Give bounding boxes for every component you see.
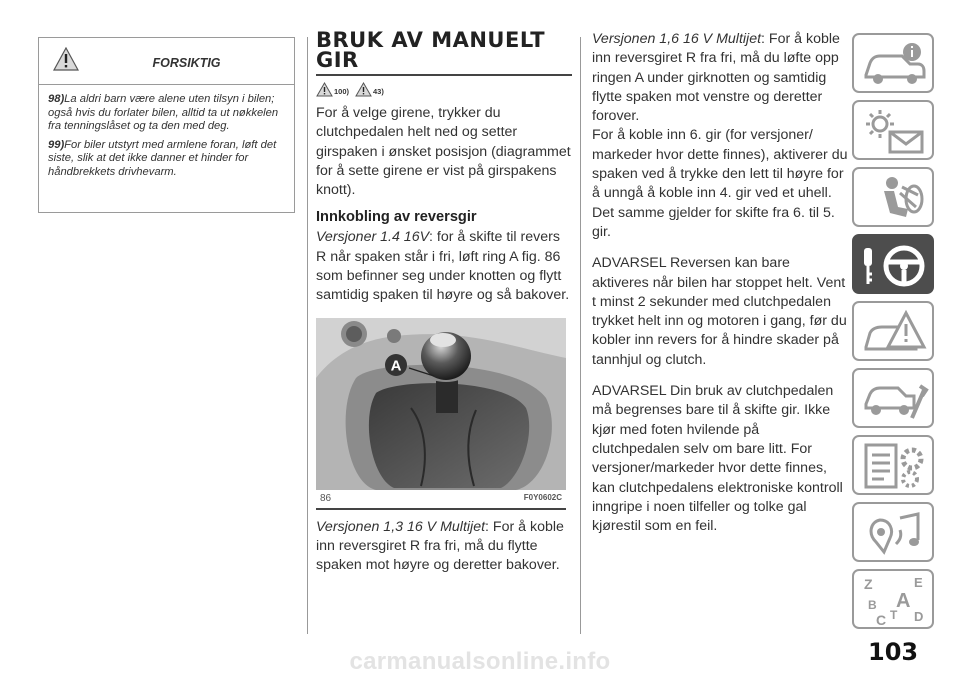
tab-index[interactable]: [852, 569, 934, 629]
figure-code: F0Y0602C: [523, 492, 562, 502]
clutch-advisory-paragraph: ADVARSEL Din bruk av clutchpedalen må begrenses bare til å skifte gir. Ikke kjør med foten hvilende på clutchpedalen selv om bare litt. For versjoner/markeder hvor dette finnes, kan clutchpedalens elektroniske kontroll inngripe i noen tilfeller og tolke gal kjørestil som en feil.: [592, 383, 843, 535]
right-column: [592, 30, 848, 536]
column-divider: [307, 37, 308, 634]
column-divider: [580, 37, 581, 634]
tab-technical-data[interactable]: [852, 435, 934, 495]
warning-item-number: 98): [48, 93, 65, 105]
page-number: 103: [868, 638, 919, 666]
intro-paragraph: For å velge girene, trykker du clutchpedalen helt ned og setter girspaken i ønsket posisjon (diagrammet for å sette girene er vist på girspakens knott).: [316, 105, 571, 199]
emergency-icon: [860, 307, 930, 359]
index-letter: A: [896, 590, 911, 612]
reverse-paragraph-2: [316, 518, 572, 576]
steering-wheel-key-icon: [860, 240, 930, 292]
tab-warning-lights[interactable]: [852, 100, 934, 160]
warning-item: [48, 139, 284, 180]
index-icon: [860, 575, 930, 627]
tab-car-info[interactable]: [852, 33, 934, 93]
watermark: carmanualsonline.info: [349, 648, 611, 675]
car-info-icon: [860, 39, 930, 91]
reverse-paragraph-3: [592, 30, 848, 126]
warning-item-number: 99): [48, 138, 65, 151]
tab-safety[interactable]: [852, 167, 934, 227]
paragraph-text: : For å koble inn reversgiret R fra fri, må du løfte opp ringen A under girknotten og samtidig flytte spaken mot venstre og deretter forover.: [592, 31, 840, 125]
chapter-tabs: [852, 33, 934, 636]
warning-title: FORSIKTIG: [152, 56, 221, 70]
reverse-advisory-paragraph: ADVARSEL Reversen kan bare aktiveres når bilen har stoppet helt. Vent t minst 2 sekunder med clutchpedalen trykket helt inn og motoren i gang, før du kobler inn revers for å hindre skader på tannhjul og clutch.: [592, 255, 847, 368]
tab-emergency[interactable]: [852, 301, 934, 361]
safety-airbag-icon: [860, 173, 930, 225]
reference-warning-icon: [355, 82, 372, 97]
warning-body: [39, 85, 294, 180]
multimedia-icon: [860, 508, 930, 560]
version-label: Versjonen 1,3 16 V Multijet: [316, 518, 486, 535]
warning-item-text: La aldri barn være alene uten tilsyn i bilen; også hvis du forlater bilen, alltid ta ut nøkkelen fra tenningslåset og ta den med deg.: [48, 93, 279, 133]
gear-lever-figure: [316, 318, 566, 490]
reference-number: 100): [334, 87, 350, 96]
paragraph-text: : for å skifte til revers R når spaken står i fri, løft ring A fig. 86 som befinner seg under knotten og flytt samtidig spaken til høyre og så bakover.: [316, 229, 570, 304]
warning-box: [38, 37, 295, 213]
tab-multimedia[interactable]: [852, 502, 934, 562]
gear-lever-illustration: [316, 318, 566, 490]
section-heading: BRUK AV MANUELT GIR: [316, 30, 572, 76]
index-letter: C: [876, 612, 887, 627]
reverse-paragraph-1: [316, 228, 572, 305]
index-letter: B: [868, 598, 877, 612]
warning-references: [316, 82, 572, 104]
version-label: Versjonen 1,6 16 V Multijet: [592, 31, 762, 47]
tab-starting-driving[interactable]: [852, 234, 934, 294]
version-label: Versjoner 1.4 16V: [316, 229, 430, 246]
paragraph-text: : For å koble inn reversgiret R fra fri, må du flytte spaken mot høyre og deretter bakover.: [316, 518, 564, 574]
middle-column: [316, 30, 572, 576]
reference-number: 43): [373, 87, 384, 96]
tab-maintenance[interactable]: [852, 368, 934, 428]
technical-data-icon: [860, 441, 930, 493]
figure-number: 86: [320, 492, 332, 504]
reference-warning-icon: [316, 82, 333, 97]
warning-item-text: For biler utstyrt med armlene foran, løft det siste, slik at det ikke danner et hinder for håndbrekkets drivhevarm.: [48, 138, 277, 178]
maintenance-icon: [860, 374, 930, 426]
figure-caption: [316, 490, 566, 510]
index-letter: E: [914, 575, 923, 590]
figure-label-a: A: [390, 357, 402, 375]
index-letter: T: [890, 608, 898, 622]
warning-item: [48, 93, 284, 134]
index-letter: Z: [864, 576, 873, 592]
sixth-gear-paragraph: For å koble inn 6. gir (for versjoner/ markeder hvor dette finnes), aktiverer du spaken ved å trykke den lett til høyre for å unngå å koble inn 4. gir ved et uhell. Det samme gjelder for skifte fra 6. til 5. gir.: [592, 127, 848, 240]
warning-header: [39, 38, 294, 85]
warning-lights-icon: [860, 106, 930, 158]
subheading: Innkobling av reversgir: [316, 209, 477, 226]
index-letter: D: [914, 609, 924, 624]
